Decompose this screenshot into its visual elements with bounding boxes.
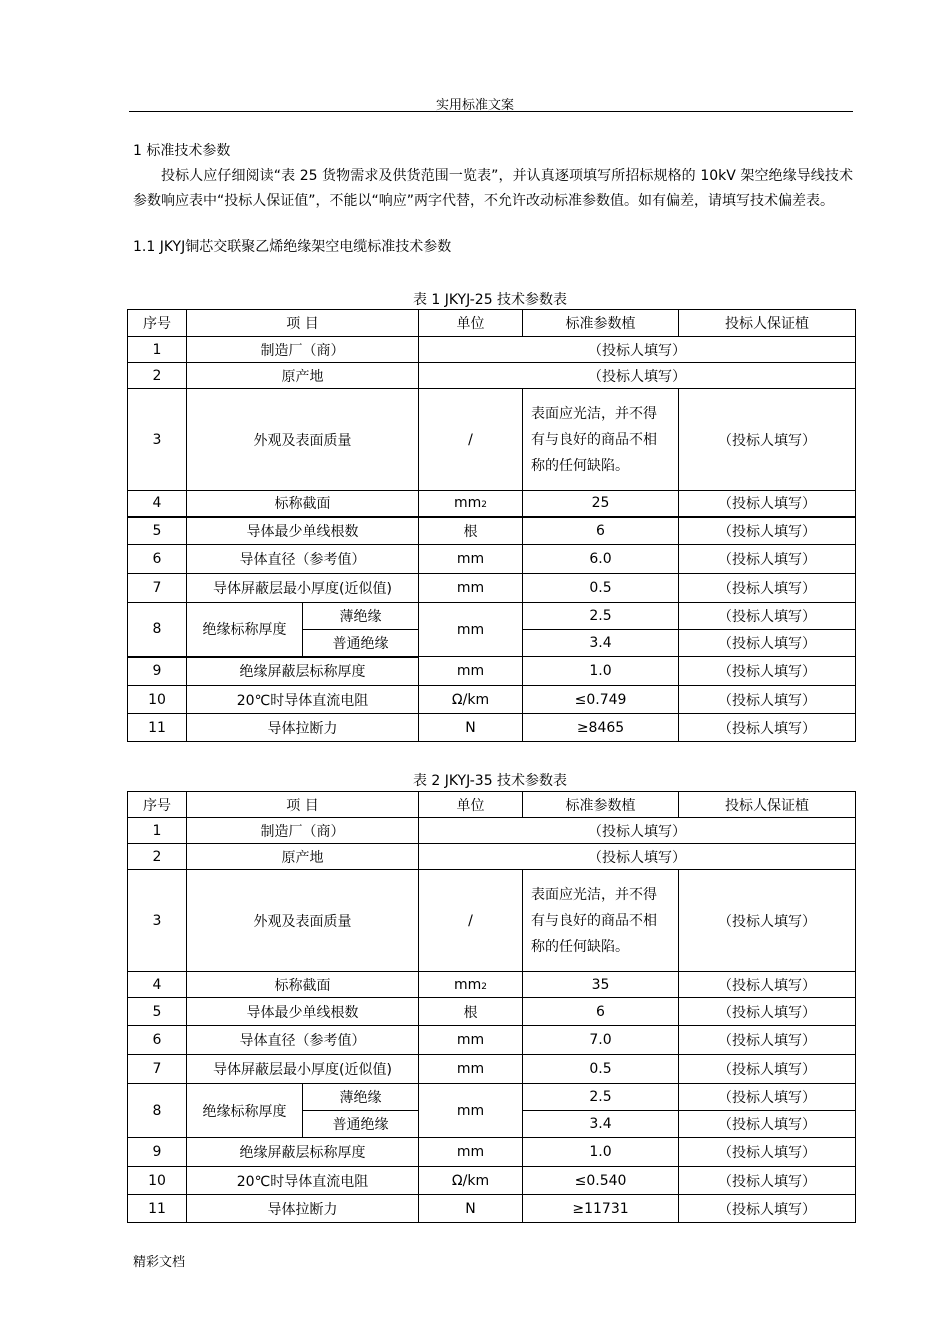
standard-value: 6 <box>523 517 679 545</box>
table-row <box>128 363 856 389</box>
table-row <box>128 714 856 742</box>
row-number: 3 <box>128 389 187 491</box>
header-cell: 投标人保证植 <box>679 792 856 818</box>
guarantee-cell: （投标人填写） <box>679 1026 856 1055</box>
item-name: 原产地 <box>187 363 419 389</box>
unit-cell: N <box>419 714 523 742</box>
table-row <box>128 870 856 972</box>
unit-cell: mm <box>419 657 523 686</box>
unit-superscript: 2 <box>481 981 488 992</box>
item-name: 原产地 <box>187 844 419 870</box>
standard-value: 3.4 <box>523 1111 679 1138</box>
table-row <box>128 844 856 870</box>
header-cell: 序号 <box>128 310 187 337</box>
header-cell: 项 目 <box>187 310 419 337</box>
standard-value: 1.0 <box>523 657 679 686</box>
row-number: 4 <box>128 972 187 998</box>
unit-cell: mm <box>419 545 523 574</box>
guarantee-cell: （投标人填写） <box>679 389 856 491</box>
item-name: 导体直径（参考值） <box>187 545 419 574</box>
guarantee-cell: （投标人填写） <box>679 1055 856 1084</box>
unit-cell: mm <box>419 1084 523 1138</box>
standard-value: ≥8465 <box>523 714 679 742</box>
guarantee-cell: （投标人填写） <box>679 1167 856 1195</box>
unit-superscript: 2 <box>481 500 488 511</box>
unit-cell: / <box>419 389 523 491</box>
header-cell: 单位 <box>419 792 523 818</box>
item-name: 制造厂（商） <box>187 337 419 363</box>
section-title: 1 标准技术参数 <box>133 143 231 159</box>
subsection-title: 1.1 JKYJ铜芯交联聚乙烯绝缘架空电缆标准技术参数 <box>133 239 452 255</box>
unit-cell <box>419 972 523 998</box>
row-number: 4 <box>128 491 187 517</box>
unit-cell: 根 <box>419 998 523 1026</box>
header-cell: 投标人保证植 <box>679 310 856 337</box>
unit-cell: Ω/km <box>419 1167 523 1195</box>
guarantee-cell: （投标人填写） <box>679 657 856 686</box>
unit-cell: mm <box>419 1138 523 1167</box>
standard-value: 1.0 <box>523 1138 679 1167</box>
row-number: 5 <box>128 517 187 545</box>
header-cell: 项 目 <box>187 792 419 818</box>
item-name: 标称截面 <box>187 491 419 517</box>
header-cell: 序号 <box>128 792 187 818</box>
row-number: 10 <box>128 686 187 714</box>
row-number: 7 <box>128 1055 187 1084</box>
row-number: 11 <box>128 1195 187 1223</box>
unit-cell: / <box>419 870 523 972</box>
spec-table-2 <box>127 791 856 1223</box>
row-number: 3 <box>128 870 187 972</box>
guarantee-cell: （投标人填写） <box>679 1111 856 1138</box>
row-number: 6 <box>128 545 187 574</box>
unit-cell: mm <box>419 603 523 657</box>
table-row <box>128 972 856 998</box>
guarantee-cell: （投标人填写） <box>419 337 856 363</box>
sub-item-name: 普通绝缘 <box>303 1111 419 1138</box>
table-row <box>128 603 856 630</box>
item-name: 导体直径（参考值） <box>187 1026 419 1055</box>
standard-value: 2.5 <box>523 1084 679 1111</box>
sub-item-name: 普通绝缘 <box>303 630 419 657</box>
header-rule <box>129 111 853 112</box>
item-name: 标称截面 <box>187 972 419 998</box>
guarantee-cell: （投标人填写） <box>419 363 856 389</box>
standard-value: 0.5 <box>523 1055 679 1084</box>
guarantee-cell: （投标人填写） <box>679 517 856 545</box>
row-number: 1 <box>128 818 187 844</box>
item-name: 导体拉断力 <box>187 714 419 742</box>
item-name: 外观及表面质量 <box>187 870 419 972</box>
standard-value: 2.5 <box>523 603 679 630</box>
table-row <box>128 545 856 574</box>
row-number: 1 <box>128 337 187 363</box>
row-number: 8 <box>128 1084 187 1138</box>
table-1-caption: 表 1 JKYJ-25 技术参数表 <box>412 292 568 308</box>
item-name: 绝缘屏蔽层标称厚度 <box>187 1138 419 1167</box>
item-name: 导体最少单线根数 <box>187 517 419 545</box>
guarantee-cell: （投标人填写） <box>679 491 856 517</box>
table-row <box>128 686 856 714</box>
row-number: 8 <box>128 603 187 657</box>
row-number: 10 <box>128 1167 187 1195</box>
standard-value: 表面应光洁，并不得有与良好的商品不相称的任何缺陷。 <box>523 870 679 972</box>
guarantee-cell: （投标人填写） <box>679 714 856 742</box>
item-name: 20℃时导体直流电阻 <box>187 686 419 714</box>
guarantee-cell: （投标人填写） <box>679 545 856 574</box>
unit-cell: mm <box>419 1026 523 1055</box>
item-name: 20℃时导体直流电阻 <box>187 1167 419 1195</box>
item-name: 绝缘标称厚度 <box>187 1084 303 1138</box>
row-number: 9 <box>128 657 187 686</box>
guarantee-cell: （投标人填写） <box>419 818 856 844</box>
standard-value: 35 <box>523 972 679 998</box>
guarantee-cell: （投标人填写） <box>679 1138 856 1167</box>
guarantee-cell: （投标人填写） <box>679 603 856 630</box>
table-row <box>128 337 856 363</box>
standard-value: 表面应光洁，并不得有与良好的商品不相称的任何缺陷。 <box>523 389 679 491</box>
item-name: 导体屏蔽层最小厚度(近似值) <box>187 574 419 603</box>
sub-item-name: 薄绝缘 <box>303 1084 419 1111</box>
guarantee-cell: （投标人填写） <box>679 574 856 603</box>
row-number: 5 <box>128 998 187 1026</box>
item-name: 导体拉断力 <box>187 1195 419 1223</box>
header-cell: 单位 <box>419 310 523 337</box>
table-row <box>128 818 856 844</box>
item-name: 绝缘屏蔽层标称厚度 <box>187 657 419 686</box>
intro-paragraph: 投标人应仔细阅读“表 25 货物需求及供货范围一览表”，并认真逐项填写所招标规格的 10kV 架空绝缘导线技术参数响应表中“投标人保证值”，不能以“响应”两字代替，不允许改动标准参数值。如有偏差，请填写技术偏差表。 <box>133 168 853 209</box>
unit-cell: mm <box>419 574 523 603</box>
unit-cell <box>419 491 523 517</box>
table-row <box>128 1026 856 1055</box>
table-row <box>128 574 856 603</box>
standard-value: 6 <box>523 998 679 1026</box>
table-row <box>128 998 856 1026</box>
standard-value: ≥11731 <box>523 1195 679 1223</box>
guarantee-cell: （投标人填写） <box>679 630 856 657</box>
item-name: 制造厂（商） <box>187 818 419 844</box>
guarantee-cell: （投标人填写） <box>679 998 856 1026</box>
table-row <box>128 491 856 517</box>
row-number: 11 <box>128 714 187 742</box>
table-row <box>128 389 856 491</box>
standard-value: 0.5 <box>523 574 679 603</box>
spec-table-1 <box>127 309 856 742</box>
guarantee-cell: （投标人填写） <box>419 844 856 870</box>
table-row <box>128 517 856 545</box>
table-row <box>128 1055 856 1084</box>
table-row <box>128 1084 856 1111</box>
row-number: 7 <box>128 574 187 603</box>
standard-value: 3.4 <box>523 630 679 657</box>
unit-text: mm <box>454 976 482 993</box>
unit-text: mm <box>454 495 482 512</box>
table-row <box>128 1138 856 1167</box>
page-header: 实用标准文案 <box>435 98 514 113</box>
table-header-row <box>128 792 856 818</box>
guarantee-cell: （投标人填写） <box>679 870 856 972</box>
table-2-caption: 表 2 JKYJ-35 技术参数表 <box>412 773 568 789</box>
row-number: 2 <box>128 844 187 870</box>
row-number: 2 <box>128 363 187 389</box>
row-number: 6 <box>128 1026 187 1055</box>
standard-value: 25 <box>523 491 679 517</box>
table-row <box>128 1195 856 1223</box>
guarantee-cell: （投标人填写） <box>679 972 856 998</box>
item-name: 外观及表面质量 <box>187 389 419 491</box>
table-row <box>128 1167 856 1195</box>
standard-value: 7.0 <box>523 1026 679 1055</box>
item-name: 绝缘标称厚度 <box>187 603 303 657</box>
guarantee-cell: （投标人填写） <box>679 1084 856 1111</box>
row-number: 9 <box>128 1138 187 1167</box>
unit-cell: N <box>419 1195 523 1223</box>
table-row <box>128 657 856 686</box>
page-footer: 精彩文档 <box>133 1255 186 1270</box>
header-cell: 标准参数植 <box>523 792 679 818</box>
item-name: 导体最少单线根数 <box>187 998 419 1026</box>
unit-cell: Ω/km <box>419 686 523 714</box>
guarantee-cell: （投标人填写） <box>679 686 856 714</box>
sub-item-name: 薄绝缘 <box>303 603 419 630</box>
guarantee-cell: （投标人填写） <box>679 1195 856 1223</box>
standard-value: 6.0 <box>523 545 679 574</box>
standard-value: ≤0.749 <box>523 686 679 714</box>
item-name: 导体屏蔽层最小厚度(近似值) <box>187 1055 419 1084</box>
header-cell: 标准参数植 <box>523 310 679 337</box>
unit-cell: mm <box>419 1055 523 1084</box>
unit-cell: 根 <box>419 517 523 545</box>
standard-value: ≤0.540 <box>523 1167 679 1195</box>
table-header-row <box>128 310 856 337</box>
